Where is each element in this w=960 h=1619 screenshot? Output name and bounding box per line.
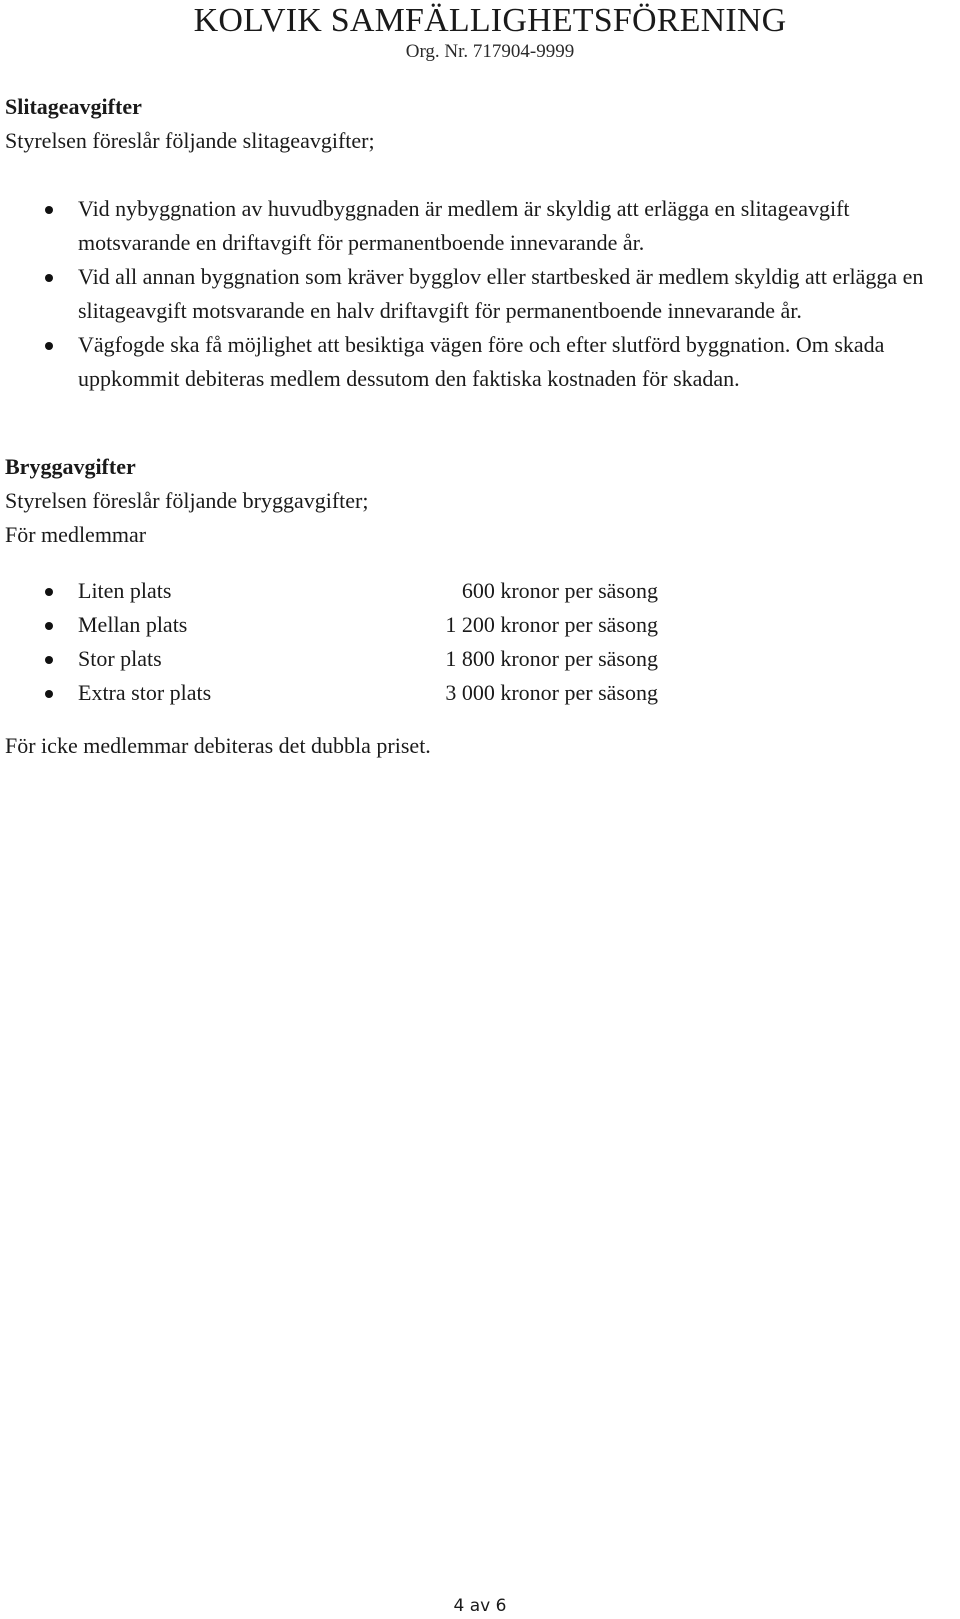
organization-number: Org. Nr. 717904-9999 <box>405 41 575 62</box>
fee-price: 3 000 kronor per säsong <box>445 680 658 705</box>
fee-price: 1 200 kronor per säsong <box>445 612 658 637</box>
list-item <box>5 608 955 642</box>
fee-label: Stor plats <box>78 646 162 671</box>
page-number: 4 av 6 <box>453 1596 507 1616</box>
fee-list <box>5 574 955 710</box>
list-item <box>5 642 955 676</box>
document-body <box>5 90 955 763</box>
document-header <box>150 2 830 64</box>
list-item <box>5 192 955 260</box>
list-item-text: Vid all annan byggnation som kräver bygglov eller startbesked är medlem skyldig att erlägga en slitageavgift motsvarande en halv driftavgift för permanentboende innevarande år. <box>78 264 924 323</box>
fee-label: Liten plats <box>78 578 172 603</box>
brygg-note: För icke medlemmar debiteras det dubbla priset. <box>5 733 431 758</box>
slitage-intro: Styrelsen föreslår följande slitageavgifter; <box>5 128 375 153</box>
list-item <box>5 574 955 608</box>
fee-price: 1 800 kronor per säsong <box>445 646 658 671</box>
brygg-section <box>5 450 955 763</box>
brygg-subintro: För medlemmar <box>5 522 147 547</box>
bullet-icon <box>45 274 53 282</box>
bullet-icon <box>45 622 53 630</box>
brygg-title: Bryggavgifter <box>5 454 136 479</box>
bullet-icon <box>45 342 53 350</box>
list-item-text: Vägfogde ska få möjlighet att besiktiga vägen före och efter slutförd byggnation. Om skada uppkommit debiteras medlem dessutom den faktiska kostnaden för skadan. <box>78 332 885 391</box>
slitage-title: Slitageavgifter <box>5 94 142 119</box>
list-item <box>5 328 955 396</box>
fee-label: Mellan plats <box>78 612 188 637</box>
slitage-list <box>5 192 955 396</box>
fee-price: 600 kronor per säsong <box>461 578 658 603</box>
brygg-intro: Styrelsen föreslår följande bryggavgifter; <box>5 488 369 513</box>
organization-name: KOLVIK SAMFÄLLIGHETSFÖRENING <box>193 2 787 39</box>
list-item <box>5 260 955 328</box>
bullet-icon <box>45 656 53 664</box>
bullet-icon <box>45 206 53 214</box>
bullet-icon <box>45 588 53 596</box>
list-item <box>5 676 955 710</box>
slitage-section <box>5 90 955 396</box>
bullet-icon <box>45 690 53 698</box>
list-item-text: Vid nybyggnation av huvudbyggnaden är medlem är skyldig att erlägga en slitageavgift motsvarande en driftavgift för permanentboende innevarande år. <box>78 196 850 255</box>
fee-label: Extra stor plats <box>78 680 212 705</box>
